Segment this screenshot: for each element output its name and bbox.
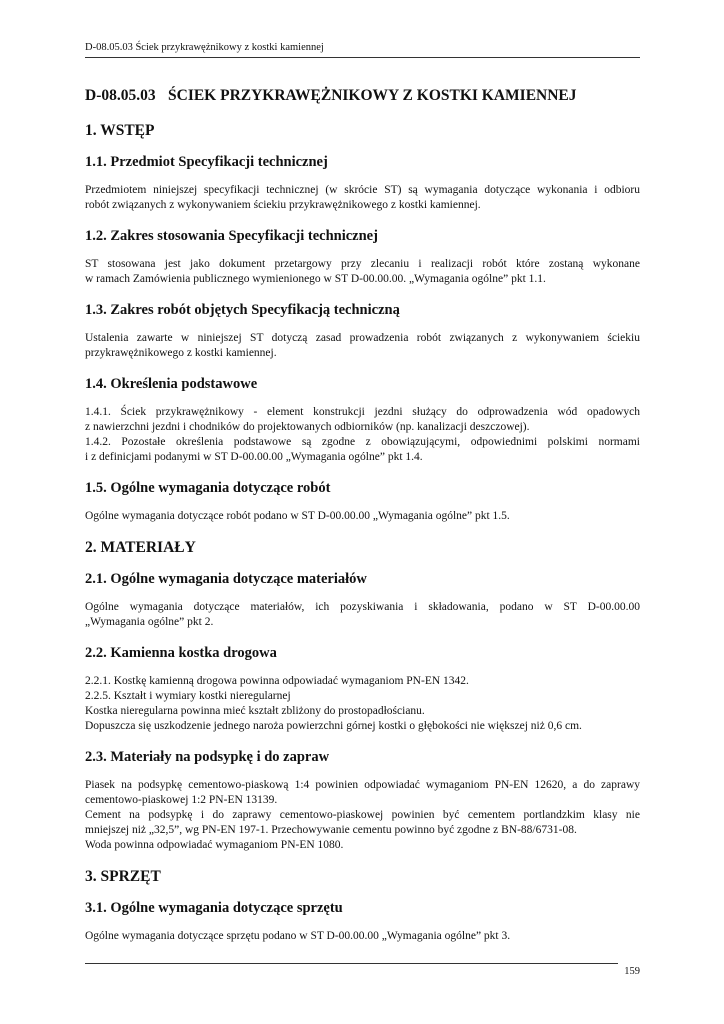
paragraph-3-1 xyxy=(85,929,640,944)
text-line: robót związanych z wykonywaniem ściekiu przykrawężnikowego z kostki kamiennej. xyxy=(85,199,481,211)
text-line: Dopuszcza się uszkodzenie jednego naroża powierzchni górnej kostki o głębokości nie większej niż 0,6 cm. xyxy=(85,720,582,732)
text-line: Kostka nieregularna powinna mieć kształt zbliżony do prostopadłościanu. xyxy=(85,705,425,717)
paragraph-2-2 xyxy=(85,674,640,734)
document-body xyxy=(85,86,640,958)
text-line: Ogólne wymagania dotyczące robót podano w ST D-00.00.00 „Wymagania ogólne” pkt 1.5. xyxy=(85,510,510,522)
text-line: cementowo-piaskowej 1:2 PN-EN 13139. xyxy=(85,794,278,806)
text-line: Przedmiotem niniejszej specyfikacji technicznej (w skrócie ST) są wymagania dotyczące wykonania i odbioru xyxy=(85,184,640,196)
section-heading-1-2: 1.2. Zakres stosowania Specyfikacji technicznej xyxy=(85,228,378,244)
paragraph-1-1 xyxy=(85,183,640,213)
paragraph-1-3 xyxy=(85,331,640,361)
paragraph-1-5 xyxy=(85,509,640,524)
text-line: „Wymagania ogólne” pkt 2. xyxy=(85,616,214,628)
text-line: mniejszej niż „32,5”, wg PN-EN 197-1. Przechowywanie cementu powinno być zgodne z BN-88/6731-08. xyxy=(85,824,577,836)
page-number: 159 xyxy=(624,966,640,977)
text-line: Ogólne wymagania dotyczące materiałów, ich pozyskiwania i składowania, podano w ST D-00.00.00 xyxy=(85,601,640,613)
text-line: Woda powinna odpowiadać wymaganiom PN-EN 1080. xyxy=(85,839,344,851)
section-heading-1: 1. WSTĘP xyxy=(85,122,155,139)
section-heading-1-5: 1.5. Ogólne wymagania dotyczące robót xyxy=(85,480,331,496)
document-title xyxy=(85,86,640,106)
paragraph-1-2 xyxy=(85,257,640,287)
text-line: ST stosowana jest jako dokument przetargowy przy zlecaniu i realizacji robót które zostaną wykonane xyxy=(85,258,640,270)
paragraph-1-4 xyxy=(85,405,640,465)
section-heading-2-2: 2.2. Kamienna kostka drogowa xyxy=(85,645,277,661)
text-line: 2.2.1. Kostkę kamienną drogowa powinna odpowiadać wymaganiom PN-EN 1342. xyxy=(85,675,469,687)
text-line: i z definicjami podanymi w ST D-00.00.00 „Wymagania ogólne” pkt 1.4. xyxy=(85,451,423,463)
text-line: w ramach Zamówienia publicznego wymienionego w ST D-00.00.00. „Wymagania ogólne” pkt 1.1. xyxy=(85,273,546,285)
section-heading-1-4: 1.4. Określenia podstawowe xyxy=(85,376,258,392)
footer-rule xyxy=(85,963,618,964)
section-heading-1-1: 1.1. Przedmiot Specyfikacji technicznej xyxy=(85,154,328,170)
text-line: Ogólne wymagania dotyczące sprzętu podano w ST D-00.00.00 „Wymagania ogólne” pkt 3. xyxy=(85,930,511,942)
paragraph-2-1 xyxy=(85,600,640,630)
text-line: z nawierzchni jezdni i chodników do projektowanych odbiorników (np. kanalizacji deszczowej). xyxy=(85,421,530,433)
text-line: Ustalenia zawarte w niniejszej ST dotyczą zasad prowadzenia robót związanych z wykonywaniem ściekiu xyxy=(85,332,640,344)
paragraph-2-3 xyxy=(85,778,640,853)
text-line: 1.4.2. Pozostałe określenia podstawowe są zgodne z obowiązującymi, odpowiednimi polskimi normami xyxy=(85,436,640,448)
section-heading-2-3: 2.3. Materiały na podsypkę i do zapraw xyxy=(85,749,330,765)
text-line: Piasek na podsypkę cementowo-piaskową 1:4 powinien odpowiadać wymaganiom PN-EN 12620, a do zaprawy xyxy=(85,779,640,791)
section-heading-1-3: 1.3. Zakres robót objętych Specyfikacją techniczną xyxy=(85,302,400,318)
spec-code: D-08.05.03 xyxy=(85,87,156,104)
section-heading-3: 3. SPRZĘT xyxy=(85,868,161,885)
text-line: Cement na podsypkę i do zaprawy cementowo-piaskowej powinien być cementem portlandzkim klasy nie xyxy=(85,809,640,821)
text-line: 1.4.1. Ściek przykrawężnikowy - element konstrukcji jezdni służący do odprowadzenia wód opadowych xyxy=(85,406,640,418)
section-heading-3-1: 3.1. Ogólne wymagania dotyczące sprzętu xyxy=(85,900,343,916)
text-line: przykrawężnikowego z kostki kamiennej. xyxy=(85,347,277,359)
text-line: 2.2.5. Kształt i wymiary kostki nieregularnej xyxy=(85,690,291,702)
spec-title: ŚCIEK PRZYKRAWĘŻNIKOWY Z KOSTKI KAMIENNEJ xyxy=(168,87,577,104)
section-heading-2: 2. MATERIAŁY xyxy=(85,539,196,556)
running-header: D-08.05.03 Ściek przykrawężnikowy z kostki kamiennej xyxy=(85,41,640,58)
section-heading-2-1: 2.1. Ogólne wymagania dotyczące materiałów xyxy=(85,571,367,587)
